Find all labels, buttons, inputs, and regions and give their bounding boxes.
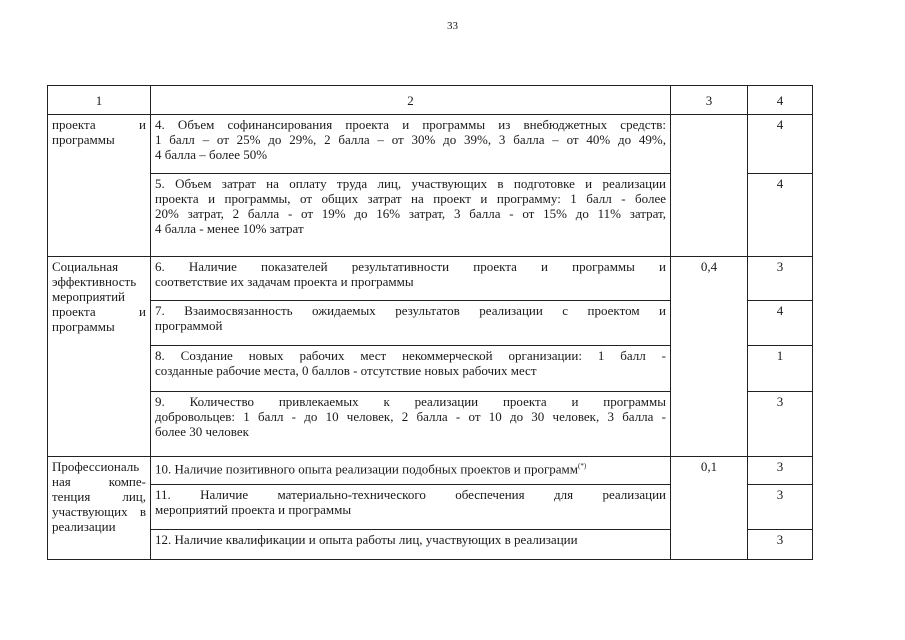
criterion-line: 4 балла - менее 10% затрат bbox=[155, 221, 304, 236]
criterion-cell bbox=[151, 485, 671, 530]
score-cell: 1 bbox=[748, 346, 813, 392]
criterion-line: 6. Наличие показателей результативности проекта и программы и bbox=[155, 259, 666, 274]
criterion-cell bbox=[151, 174, 671, 257]
category-line: проекта и bbox=[52, 304, 146, 319]
score-cell: 3 bbox=[748, 530, 813, 560]
criterion-cell bbox=[151, 301, 671, 346]
category-line: участвующих в bbox=[52, 504, 146, 519]
category-line: Социальная bbox=[52, 259, 119, 274]
weight-cell: 0,4 bbox=[671, 257, 748, 457]
criterion-line: 9. Количество привлекаемых к реализации проекта и программы bbox=[155, 394, 666, 409]
score-cell: 4 bbox=[748, 115, 813, 174]
score-cell: 4 bbox=[748, 301, 813, 346]
header-cell: 4 bbox=[748, 86, 813, 115]
header-row bbox=[48, 86, 813, 115]
criterion-line: соответствие их задачам проекта и программы bbox=[155, 274, 414, 289]
table-row bbox=[48, 115, 813, 174]
criterion-cell bbox=[151, 257, 671, 301]
criterion-line: 1 балл – от 25% до 29%, 2 балла – от 30% до 39%, 3 балла – от 40% до 49%, bbox=[155, 132, 666, 147]
criterion-line: мероприятий проекта и программы bbox=[155, 502, 352, 517]
criterion-cell bbox=[151, 392, 671, 457]
criterion-line: 4 балла – более 50% bbox=[155, 147, 268, 162]
criterion-text: 10. Наличие позитивного опыта реализации подобных проектов и программ bbox=[155, 461, 579, 477]
criterion-cell bbox=[151, 530, 671, 560]
criterion-cell bbox=[151, 457, 671, 485]
category-line: Профессиональ bbox=[52, 459, 140, 474]
score-cell: 3 bbox=[748, 392, 813, 457]
weight-cell: 0,1 bbox=[671, 457, 748, 560]
score-cell: 3 bbox=[748, 257, 813, 301]
category-line: ная компе- bbox=[52, 474, 146, 489]
category-line: программы bbox=[52, 132, 115, 147]
score-cell: 3 bbox=[748, 457, 813, 485]
header-cell: 3 bbox=[671, 86, 748, 115]
criterion-line: 7. Взаимосвязанность ожидаемых результатов реализации с проектом и bbox=[155, 303, 666, 318]
criterion-line: созданные рабочие места, 0 баллов - отсутствие новых рабочих мест bbox=[155, 363, 537, 378]
criteria-table bbox=[47, 85, 813, 560]
header-cell: 1 bbox=[48, 86, 151, 115]
table-row bbox=[48, 257, 813, 301]
category-line: программы bbox=[52, 319, 115, 334]
page-number: 33 bbox=[447, 20, 458, 32]
criterion-cell bbox=[151, 346, 671, 392]
category-line: мероприятий bbox=[52, 289, 125, 304]
header-cell: 2 bbox=[151, 86, 671, 115]
criterion-line: 12. Наличие квалификации и опыта работы лиц, участвующих в реализации bbox=[155, 532, 578, 547]
criterion-line bbox=[155, 459, 666, 476]
criterion-line: более 30 человек bbox=[155, 424, 249, 439]
footnote-marker: (*) bbox=[578, 462, 587, 470]
criterion-line: 4. Объем софинансирования проекта и программы из внебюджетных средств: bbox=[155, 117, 666, 132]
category-cell bbox=[48, 257, 151, 457]
weight-cell bbox=[671, 115, 748, 257]
score-cell: 4 bbox=[748, 174, 813, 257]
category-line: проекта и bbox=[52, 117, 146, 132]
criterion-line: программой bbox=[155, 318, 223, 333]
criterion-line: 11. Наличие материально-технического обеспечения для реализации bbox=[155, 487, 666, 502]
criterion-line: 8. Создание новых рабочих мест некоммерческой организации: 1 балл - bbox=[155, 348, 666, 363]
criterion-line: 20% затрат, 2 балла - от 19% до 16% затрат, 3 балла - от 15% до 11% затрат, bbox=[155, 206, 666, 221]
category-line: эффективность bbox=[52, 274, 137, 289]
score-cell: 3 bbox=[748, 485, 813, 530]
category-line: реализации bbox=[52, 519, 116, 534]
category-cell bbox=[48, 115, 151, 257]
category-line: тенция лиц, bbox=[52, 489, 146, 504]
criterion-line: проекта и программы, от общих затрат на проект и программу: 1 балл - более bbox=[155, 191, 666, 206]
table-row bbox=[48, 457, 813, 485]
category-cell bbox=[48, 457, 151, 560]
criterion-line: добровольцев: 1 балл - до 10 человек, 2 балла - от 10 до 30 человек, 3 балла - bbox=[155, 409, 666, 424]
criterion-line: 5. Объем затрат на оплату труда лиц, участвующих в подготовке и реализации bbox=[155, 176, 666, 191]
criterion-cell bbox=[151, 115, 671, 174]
